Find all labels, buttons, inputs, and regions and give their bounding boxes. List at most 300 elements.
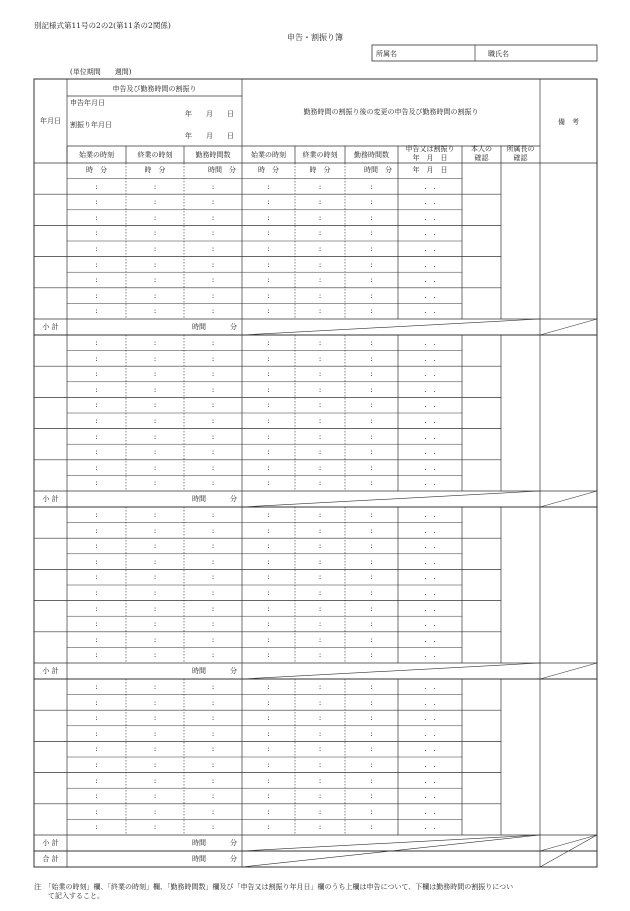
self-confirm-header-2: 確認 <box>474 154 489 162</box>
time-input[interactable] <box>296 352 344 366</box>
time-input[interactable] <box>346 304 397 318</box>
date-input[interactable] <box>399 602 461 616</box>
time-cell: : <box>211 635 215 644</box>
date-input[interactable] <box>399 696 461 710</box>
date-input[interactable] <box>399 430 461 444</box>
time-input[interactable] <box>127 398 183 412</box>
date-input[interactable] <box>399 289 461 303</box>
time-input[interactable] <box>296 258 344 272</box>
time-input[interactable] <box>296 195 344 209</box>
time-input[interactable] <box>68 258 125 272</box>
time-input[interactable] <box>127 758 183 772</box>
time-input[interactable] <box>185 820 241 834</box>
time-input[interactable] <box>346 445 397 459</box>
time-input[interactable] <box>68 617 125 631</box>
time-input[interactable] <box>68 461 125 475</box>
time-input[interactable] <box>127 727 183 741</box>
date-input[interactable] <box>399 633 461 647</box>
time-input[interactable] <box>68 805 125 819</box>
time-input[interactable] <box>185 273 241 287</box>
time-unit-label: 時 分 <box>86 166 107 174</box>
time-input[interactable] <box>68 648 125 662</box>
time-input[interactable] <box>127 570 183 584</box>
time-input[interactable] <box>127 586 183 600</box>
time-input[interactable] <box>68 727 125 741</box>
time-input[interactable] <box>346 711 397 725</box>
date-input[interactable] <box>399 273 461 287</box>
time-input[interactable] <box>68 820 125 834</box>
time-input[interactable] <box>243 617 294 631</box>
time-input[interactable] <box>185 445 241 459</box>
time-input[interactable] <box>243 539 294 553</box>
time-input[interactable] <box>296 476 344 490</box>
date-input[interactable] <box>399 258 461 272</box>
date-cell: . . <box>424 683 436 691</box>
time-cell: : <box>267 635 270 644</box>
time-input[interactable] <box>243 226 294 240</box>
time-input[interactable] <box>68 289 125 303</box>
date-input[interactable] <box>399 226 461 240</box>
time-input[interactable] <box>346 758 397 772</box>
time-input[interactable] <box>346 524 397 538</box>
time-input[interactable] <box>127 696 183 710</box>
time-input[interactable] <box>296 273 344 287</box>
time-input[interactable] <box>243 180 294 194</box>
time-input[interactable] <box>296 383 344 397</box>
time-input[interactable] <box>68 742 125 756</box>
time-input[interactable] <box>296 414 344 428</box>
time-input[interactable] <box>296 289 344 303</box>
time-input[interactable] <box>127 555 183 569</box>
time-input[interactable] <box>185 586 241 600</box>
time-input[interactable] <box>185 304 241 318</box>
time-cell: : <box>318 557 322 566</box>
time-input[interactable] <box>346 414 397 428</box>
time-input[interactable] <box>346 352 397 366</box>
time-input[interactable] <box>185 742 241 756</box>
time-cell: : <box>370 401 373 410</box>
time-input[interactable] <box>68 336 125 350</box>
time-input[interactable] <box>185 461 241 475</box>
time-input[interactable] <box>185 633 241 647</box>
time-input[interactable] <box>296 398 344 412</box>
time-input[interactable] <box>243 336 294 350</box>
time-input[interactable] <box>127 180 183 194</box>
date-input[interactable] <box>399 539 461 553</box>
time-input[interactable] <box>185 258 241 272</box>
time-cell: : <box>95 542 98 551</box>
time-input[interactable] <box>185 289 241 303</box>
date-input[interactable] <box>399 461 461 475</box>
date-input[interactable] <box>399 367 461 381</box>
time-input[interactable] <box>127 602 183 616</box>
time-input[interactable] <box>296 742 344 756</box>
time-input[interactable] <box>296 586 344 600</box>
time-input[interactable] <box>346 820 397 834</box>
time-input[interactable] <box>185 242 241 256</box>
time-input[interactable] <box>127 742 183 756</box>
date-cell: . . <box>424 385 436 394</box>
time-cell: : <box>318 683 322 691</box>
time-input[interactable] <box>296 336 344 350</box>
time-input[interactable] <box>346 476 397 490</box>
date-input[interactable] <box>399 727 461 741</box>
time-input[interactable] <box>127 211 183 225</box>
date-input[interactable] <box>399 180 461 194</box>
date-input[interactable] <box>399 570 461 584</box>
time-cell: : <box>95 385 98 394</box>
time-input[interactable] <box>296 226 344 240</box>
time-input[interactable] <box>296 445 344 459</box>
time-input[interactable] <box>68 430 125 444</box>
time-input[interactable] <box>243 820 294 834</box>
date-input[interactable] <box>399 586 461 600</box>
time-input[interactable] <box>185 336 241 350</box>
time-input[interactable] <box>68 758 125 772</box>
time-input[interactable] <box>68 570 125 584</box>
time-input[interactable] <box>68 398 125 412</box>
time-input[interactable] <box>185 367 241 381</box>
time-input[interactable] <box>296 242 344 256</box>
time-input[interactable] <box>185 617 241 631</box>
time-input[interactable] <box>243 445 294 459</box>
time-input[interactable] <box>296 555 344 569</box>
time-input[interactable] <box>185 414 241 428</box>
time-cell: : <box>211 542 215 551</box>
time-input[interactable] <box>346 336 397 350</box>
time-input[interactable] <box>68 195 125 209</box>
time-input[interactable] <box>185 383 241 397</box>
date-input[interactable] <box>399 476 461 490</box>
time-input[interactable] <box>243 774 294 788</box>
time-input[interactable] <box>296 680 344 694</box>
date-input[interactable] <box>399 508 461 522</box>
time-input[interactable] <box>68 383 125 397</box>
time-input[interactable] <box>346 211 397 225</box>
time-input[interactable] <box>243 289 294 303</box>
time-input[interactable] <box>243 211 294 225</box>
time-input[interactable] <box>243 648 294 662</box>
time-input[interactable] <box>68 789 125 803</box>
time-input[interactable] <box>185 508 241 522</box>
time-input[interactable] <box>346 430 397 444</box>
date-input[interactable] <box>399 774 461 788</box>
time-input[interactable] <box>68 273 125 287</box>
time-input[interactable] <box>127 789 183 803</box>
time-input[interactable] <box>346 195 397 209</box>
time-input[interactable] <box>346 242 397 256</box>
time-input[interactable] <box>68 633 125 647</box>
time-input[interactable] <box>185 476 241 490</box>
time-input[interactable] <box>243 586 294 600</box>
time-input[interactable] <box>346 508 397 522</box>
time-input[interactable] <box>185 789 241 803</box>
time-input[interactable] <box>346 289 397 303</box>
time-input[interactable] <box>127 195 183 209</box>
date-cell: . . <box>424 198 436 207</box>
time-input[interactable] <box>127 352 183 366</box>
time-cell: : <box>318 401 322 410</box>
time-input[interactable] <box>185 711 241 725</box>
time-input[interactable] <box>346 602 397 616</box>
time-input[interactable] <box>185 648 241 662</box>
time-input[interactable] <box>127 367 183 381</box>
date-input[interactable] <box>399 398 461 412</box>
time-input[interactable] <box>127 258 183 272</box>
date-input[interactable] <box>399 789 461 803</box>
time-input[interactable] <box>68 539 125 553</box>
date-input[interactable] <box>399 414 461 428</box>
time-input[interactable] <box>346 539 397 553</box>
time-input[interactable] <box>296 304 344 318</box>
time-input[interactable] <box>243 258 294 272</box>
time-input[interactable] <box>296 820 344 834</box>
time-input[interactable] <box>243 570 294 584</box>
time-input[interactable] <box>243 555 294 569</box>
time-input[interactable] <box>185 180 241 194</box>
time-input[interactable] <box>243 727 294 741</box>
time-input[interactable] <box>296 617 344 631</box>
time-input[interactable] <box>296 508 344 522</box>
time-cell: : <box>267 198 270 207</box>
time-input[interactable] <box>346 789 397 803</box>
time-cell: : <box>211 401 215 410</box>
time-cell: : <box>318 479 322 488</box>
time-input[interactable] <box>243 242 294 256</box>
time-input[interactable] <box>127 617 183 631</box>
date-input[interactable] <box>399 648 461 662</box>
time-input[interactable] <box>68 476 125 490</box>
time-input[interactable] <box>185 758 241 772</box>
time-input[interactable] <box>68 226 125 240</box>
date-input[interactable] <box>399 445 461 459</box>
time-input[interactable] <box>243 461 294 475</box>
time-input[interactable] <box>296 774 344 788</box>
time-input[interactable] <box>127 508 183 522</box>
date-input[interactable] <box>399 555 461 569</box>
time-input[interactable] <box>346 742 397 756</box>
time-input[interactable] <box>185 570 241 584</box>
time-input[interactable] <box>68 180 125 194</box>
time-input[interactable] <box>127 430 183 444</box>
time-input[interactable] <box>185 430 241 444</box>
time-input[interactable] <box>68 445 125 459</box>
time-input[interactable] <box>346 461 397 475</box>
date-input[interactable] <box>399 758 461 772</box>
time-input[interactable] <box>243 414 294 428</box>
time-input[interactable] <box>346 727 397 741</box>
time-input[interactable] <box>68 711 125 725</box>
time-input[interactable] <box>68 414 125 428</box>
time-input[interactable] <box>127 336 183 350</box>
time-input[interactable] <box>346 648 397 662</box>
date-input[interactable] <box>399 680 461 694</box>
time-input[interactable] <box>127 524 183 538</box>
time-input[interactable] <box>127 289 183 303</box>
time-input[interactable] <box>68 211 125 225</box>
time-input[interactable] <box>68 774 125 788</box>
time-cell: : <box>95 463 98 472</box>
time-input[interactable] <box>296 711 344 725</box>
time-input[interactable] <box>346 570 397 584</box>
time-input[interactable] <box>346 805 397 819</box>
time-input[interactable] <box>346 633 397 647</box>
time-input[interactable] <box>127 648 183 662</box>
time-input[interactable] <box>127 820 183 834</box>
time-input[interactable] <box>243 602 294 616</box>
time-input[interactable] <box>68 242 125 256</box>
time-input[interactable] <box>185 398 241 412</box>
time-input[interactable] <box>296 524 344 538</box>
subtotal-label: 小 計 <box>42 323 59 331</box>
time-input[interactable] <box>243 633 294 647</box>
time-input[interactable] <box>296 602 344 616</box>
time-input[interactable] <box>185 555 241 569</box>
time-input[interactable] <box>68 602 125 616</box>
time-input[interactable] <box>296 539 344 553</box>
date-input[interactable] <box>399 742 461 756</box>
time-input[interactable] <box>185 805 241 819</box>
time-cell: : <box>370 182 373 191</box>
time-input[interactable] <box>68 555 125 569</box>
time-input[interactable] <box>243 508 294 522</box>
time-input[interactable] <box>346 586 397 600</box>
time-input[interactable] <box>243 789 294 803</box>
time-input[interactable] <box>296 805 344 819</box>
time-input[interactable] <box>243 476 294 490</box>
time-input[interactable] <box>185 680 241 694</box>
time-input[interactable] <box>68 508 125 522</box>
time-input[interactable] <box>127 273 183 287</box>
time-input[interactable] <box>127 304 183 318</box>
time-input[interactable] <box>296 430 344 444</box>
date-input[interactable] <box>399 617 461 631</box>
time-input[interactable] <box>185 524 241 538</box>
time-input[interactable] <box>243 430 294 444</box>
time-cell: : <box>318 573 322 582</box>
time-input[interactable] <box>185 226 241 240</box>
time-input[interactable] <box>68 586 125 600</box>
time-input[interactable] <box>185 211 241 225</box>
time-input[interactable] <box>296 211 344 225</box>
time-input[interactable] <box>346 617 397 631</box>
date-input[interactable] <box>399 304 461 318</box>
time-input[interactable] <box>296 461 344 475</box>
time-input[interactable] <box>243 367 294 381</box>
time-input[interactable] <box>296 648 344 662</box>
time-input[interactable] <box>127 711 183 725</box>
time-input[interactable] <box>346 367 397 381</box>
time-input[interactable] <box>243 273 294 287</box>
date-input[interactable] <box>399 195 461 209</box>
time-input[interactable] <box>243 758 294 772</box>
time-input[interactable] <box>243 742 294 756</box>
time-input[interactable] <box>346 383 397 397</box>
time-input[interactable] <box>127 680 183 694</box>
time-input[interactable] <box>127 242 183 256</box>
time-input[interactable] <box>243 195 294 209</box>
time-cell: : <box>318 370 322 379</box>
time-input[interactable] <box>296 789 344 803</box>
time-input[interactable] <box>127 226 183 240</box>
date-input[interactable] <box>399 352 461 366</box>
time-cell: : <box>95 620 98 629</box>
time-input[interactable] <box>127 476 183 490</box>
time-input[interactable] <box>68 696 125 710</box>
time-input[interactable] <box>127 539 183 553</box>
date-cell: . . <box>424 526 436 535</box>
time-input[interactable] <box>346 398 397 412</box>
time-cell: : <box>153 557 157 566</box>
time-input[interactable] <box>243 711 294 725</box>
time-input[interactable] <box>127 805 183 819</box>
time-input[interactable] <box>127 633 183 647</box>
date-input[interactable] <box>399 383 461 397</box>
time-input[interactable] <box>68 352 125 366</box>
time-input[interactable] <box>243 680 294 694</box>
time-input[interactable] <box>68 524 125 538</box>
time-input[interactable] <box>243 304 294 318</box>
time-input[interactable] <box>346 774 397 788</box>
time-input[interactable] <box>127 445 183 459</box>
time-input[interactable] <box>185 602 241 616</box>
time-input[interactable] <box>296 727 344 741</box>
time-input[interactable] <box>243 383 294 397</box>
time-cell: : <box>267 370 270 379</box>
date-input[interactable] <box>399 336 461 350</box>
time-input[interactable] <box>185 539 241 553</box>
time-input[interactable] <box>296 633 344 647</box>
time-input[interactable] <box>346 180 397 194</box>
time-input[interactable] <box>346 226 397 240</box>
time-input[interactable] <box>185 696 241 710</box>
time-input[interactable] <box>346 696 397 710</box>
time-input[interactable] <box>346 258 397 272</box>
time-input[interactable] <box>346 273 397 287</box>
time-input[interactable] <box>243 696 294 710</box>
date-input[interactable] <box>399 242 461 256</box>
time-input[interactable] <box>296 758 344 772</box>
time-input[interactable] <box>346 555 397 569</box>
time-input[interactable] <box>243 805 294 819</box>
time-input[interactable] <box>68 367 125 381</box>
time-input[interactable] <box>127 383 183 397</box>
time-input[interactable] <box>243 524 294 538</box>
time-input[interactable] <box>296 180 344 194</box>
time-input[interactable] <box>127 774 183 788</box>
time-input[interactable] <box>68 304 125 318</box>
date-input[interactable] <box>399 820 461 834</box>
time-input[interactable] <box>127 461 183 475</box>
date-input[interactable] <box>399 211 461 225</box>
time-input[interactable] <box>296 367 344 381</box>
date-input[interactable] <box>399 711 461 725</box>
time-input[interactable] <box>185 727 241 741</box>
time-input[interactable] <box>127 414 183 428</box>
time-input[interactable] <box>296 570 344 584</box>
time-input[interactable] <box>68 680 125 694</box>
time-input[interactable] <box>185 774 241 788</box>
time-input[interactable] <box>296 696 344 710</box>
time-input[interactable] <box>243 398 294 412</box>
date-input[interactable] <box>399 805 461 819</box>
time-input[interactable] <box>185 352 241 366</box>
time-unit-label: 時 分 <box>258 166 279 174</box>
time-input[interactable] <box>346 680 397 694</box>
time-input[interactable] <box>243 352 294 366</box>
date-input[interactable] <box>399 524 461 538</box>
time-input[interactable] <box>185 195 241 209</box>
